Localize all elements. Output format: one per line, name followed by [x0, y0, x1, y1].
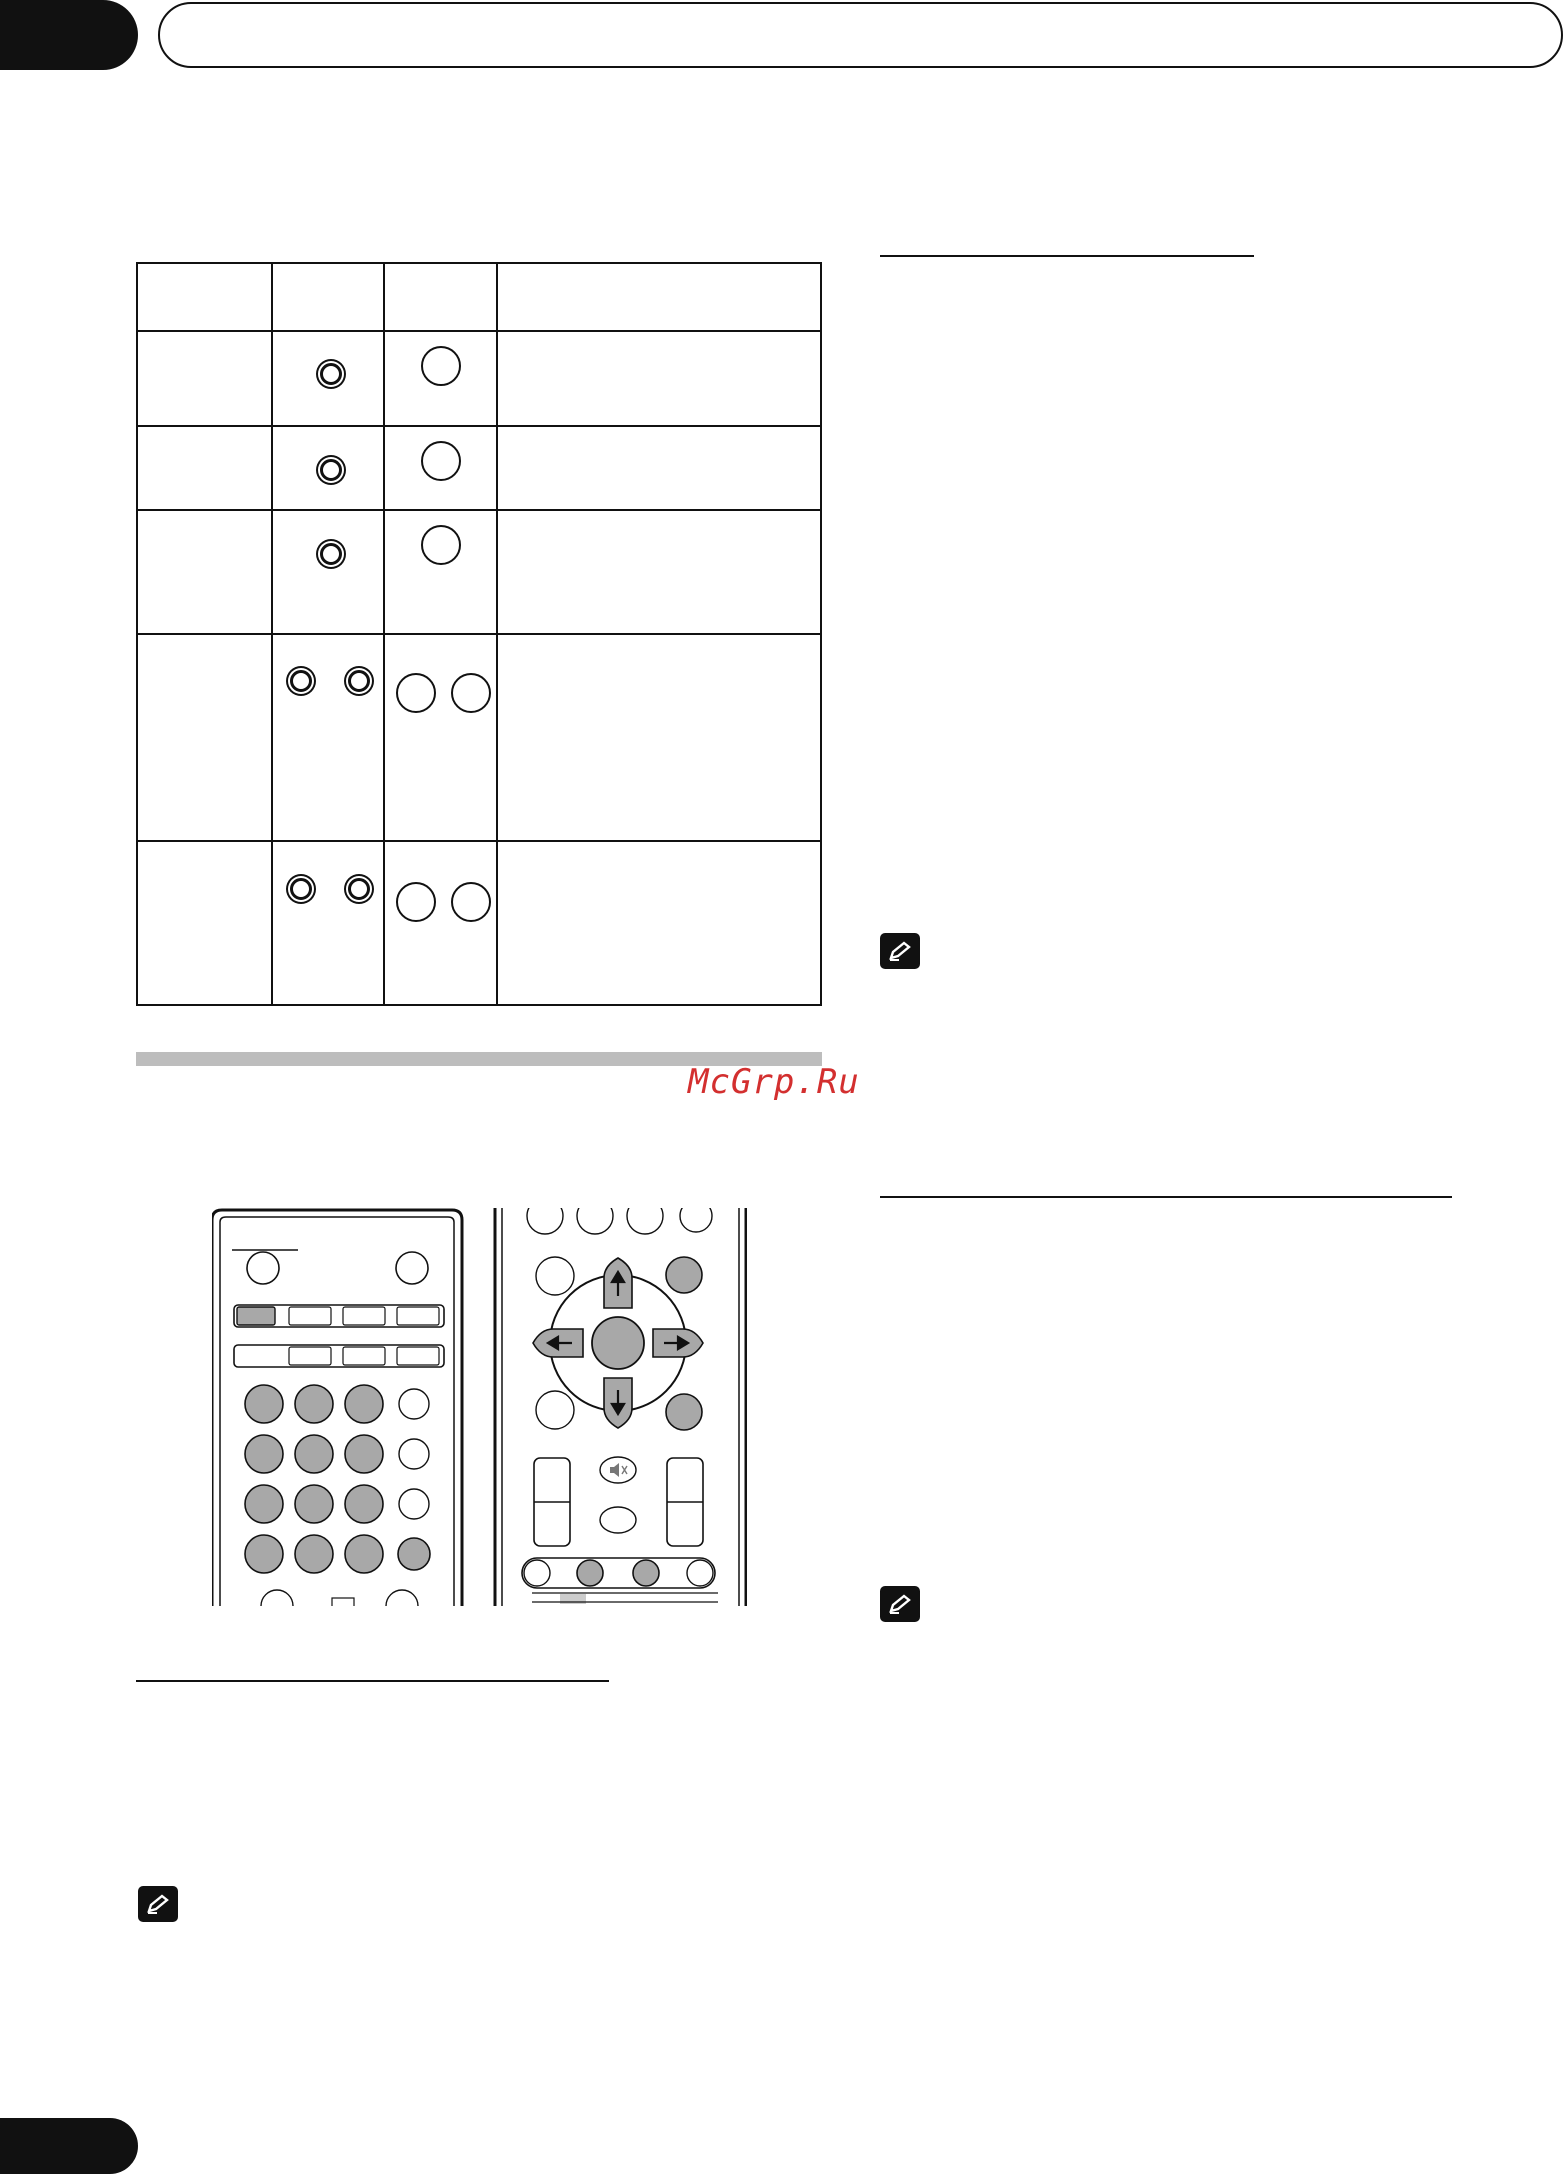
- enter-button: [592, 1317, 644, 1369]
- subsection-rule: [136, 1680, 609, 1682]
- connection-table: [136, 262, 822, 1006]
- jack-icon: [320, 543, 342, 565]
- source-button: [247, 1252, 279, 1284]
- page-number-tab: [0, 2118, 138, 2174]
- input-ring-icon: [421, 525, 461, 565]
- input-ring-icon: [451, 882, 491, 922]
- remote-control-illustration: [212, 1208, 747, 1606]
- jack-icon: [290, 670, 312, 692]
- chapter-title-bar: [158, 2, 1563, 68]
- arrow-up-icon: [604, 1258, 632, 1308]
- arrow-left-icon: [533, 1329, 583, 1357]
- subsection-rule: [880, 255, 1254, 257]
- watermark: McGrp.Ru: [688, 1062, 860, 1102]
- jack-icon: [348, 670, 370, 692]
- note-pencil-icon: [880, 1586, 920, 1622]
- chapter-tab: [0, 0, 138, 70]
- input-ring-icon: [396, 882, 436, 922]
- subsection-rule: [880, 1196, 1452, 1198]
- arrow-down-icon: [604, 1378, 632, 1428]
- input-ring-icon: [396, 673, 436, 713]
- input-ring-icon: [421, 346, 461, 386]
- jack-icon: [348, 878, 370, 900]
- power-button: [396, 1252, 428, 1284]
- note-pencil-icon: [138, 1886, 178, 1922]
- arrow-right-icon: [653, 1329, 703, 1357]
- jack-icon: [290, 878, 312, 900]
- jack-icon: [320, 459, 342, 481]
- input-ring-icon: [421, 441, 461, 481]
- input-ring-icon: [451, 673, 491, 713]
- note-pencil-icon: [880, 933, 920, 969]
- jack-icon: [320, 363, 342, 385]
- mode-button-selected: [237, 1307, 275, 1325]
